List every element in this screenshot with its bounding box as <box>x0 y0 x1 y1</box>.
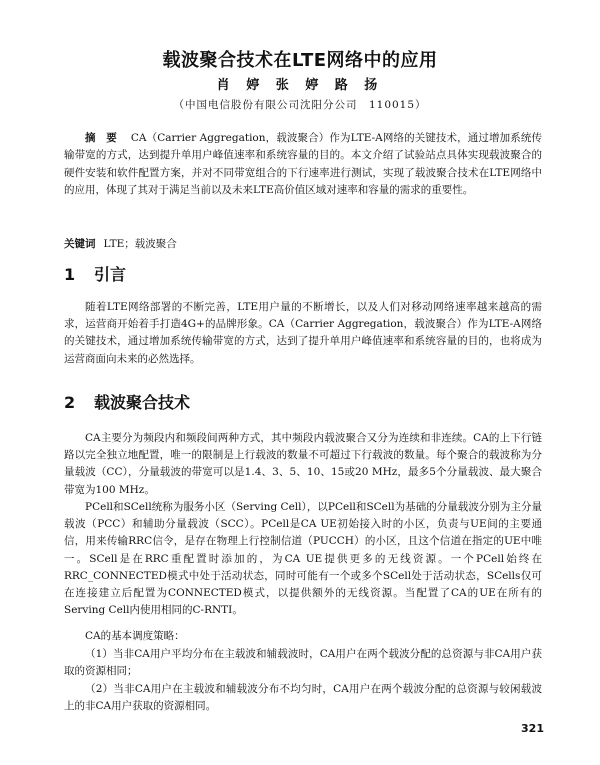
page-number: 321 <box>521 722 544 735</box>
ca-paragraph-2: PCell和SCell统称为服务小区（Serving Cell），以PCell和SCell为基础的分量载波分别为主分量载波（PCC）和辅助分量载波（SCC）。PCell是CA UE初始接入时的小区，负责与UE间的主要通信，用来传输RRC信令，是存在物理上行控制信道（PUCCH）的小区，且这个信道在指定的UE中唯一。SCell是在RRC重配置时添加的，为CA UE提供更多的无线资源。一个PCell始终在RRC_CONNECTED模式中处于活动状态，同时可能有一个或多个SCell处于活动状态，SCells仅可在连接建立后配置为CONNECTED模式，以提供额外的无线资源。当配置了CA的UE在所有的Serving Cell内使用相同的C-RNTI。 <box>64 501 542 617</box>
author-affiliation: （中国电信股份有限公司沈阳分公司 110015） <box>173 99 427 111</box>
abstract-text: CA（Carrier Aggregation，载波聚合）作为LTE-A网络的关键技术，通过增加系统传输带宽的方式，达到提升单用户峰值速率和系统容量的目的。本文介绍了试验站点具体实现载波聚合的硬件安装和软件配置方案，并对不同带宽组合的下行速率进行测试，实现了载波聚合技术在LTE网络中的应用，体现了其对于满足当前以及未来LTE高价值区域对速率和容量的需求的重要性。 <box>64 132 543 197</box>
keywords-label: 关键词 <box>64 238 96 250</box>
keywords-text: LTE；载波聚合 <box>103 238 177 250</box>
abstract-label: 摘 要 <box>85 132 117 144</box>
ca-paragraph-3: CA的基本调度策略： <box>85 630 185 642</box>
section-number: 2 <box>64 393 76 412</box>
keywords <box>64 236 542 252</box>
section-title: 载波聚合技术 <box>94 393 191 412</box>
section-heading-intro <box>64 262 126 285</box>
author-list: 肖 婷 张 婷 路 扬 <box>216 78 384 93</box>
section-number: 1 <box>64 265 76 284</box>
ca-paragraph-1: CA主要分为频段内和频段间两种方式，其中频段内载波聚合又分为连续和非连续。CA的上下行链路以完全独立地配置，唯一的限制是上行载波的数量不可超过下行载波的数量。每个聚合的载波称为分量载波（CC），分量载波的带宽可以是1.4、3、5、10、15或20 MHz，最多5个分量载波、最大聚合带宽为100 MHz。 <box>64 432 542 496</box>
abstract <box>64 130 542 200</box>
paper-title: 载波聚合技术在LTE网络中的应用 <box>162 50 438 71</box>
intro-paragraph: 随着LTE网络部署的不断完善，LTE用户量的不断增长，以及人们对移动网络速率越来越高的需求，运营商开始着手打造4G+的品牌形象。CA（Carrier Aggregation，载波聚合）作为LTE-A网络的关键技术，通过增加系统传输带宽的方式，达到了提升单用户峰值速率和系统容量的目的，也将成为运营商面向未来的必然选择。 <box>64 301 542 365</box>
section-heading-ca <box>64 390 190 413</box>
section-title: 引言 <box>94 265 127 284</box>
ca-paragraph-5: （2）当非CA用户在主载波和辅载波分布不均匀时，CA用户在两个载波分配的总资源与较闲载波上的非CA用户获取的资源相同。 <box>64 683 542 713</box>
ca-paragraph-4: （1）当非CA用户平均分布在主载波和辅载波时，CA用户在两个载波分配的总资源与非CA用户获取的资源相同； <box>64 648 542 678</box>
